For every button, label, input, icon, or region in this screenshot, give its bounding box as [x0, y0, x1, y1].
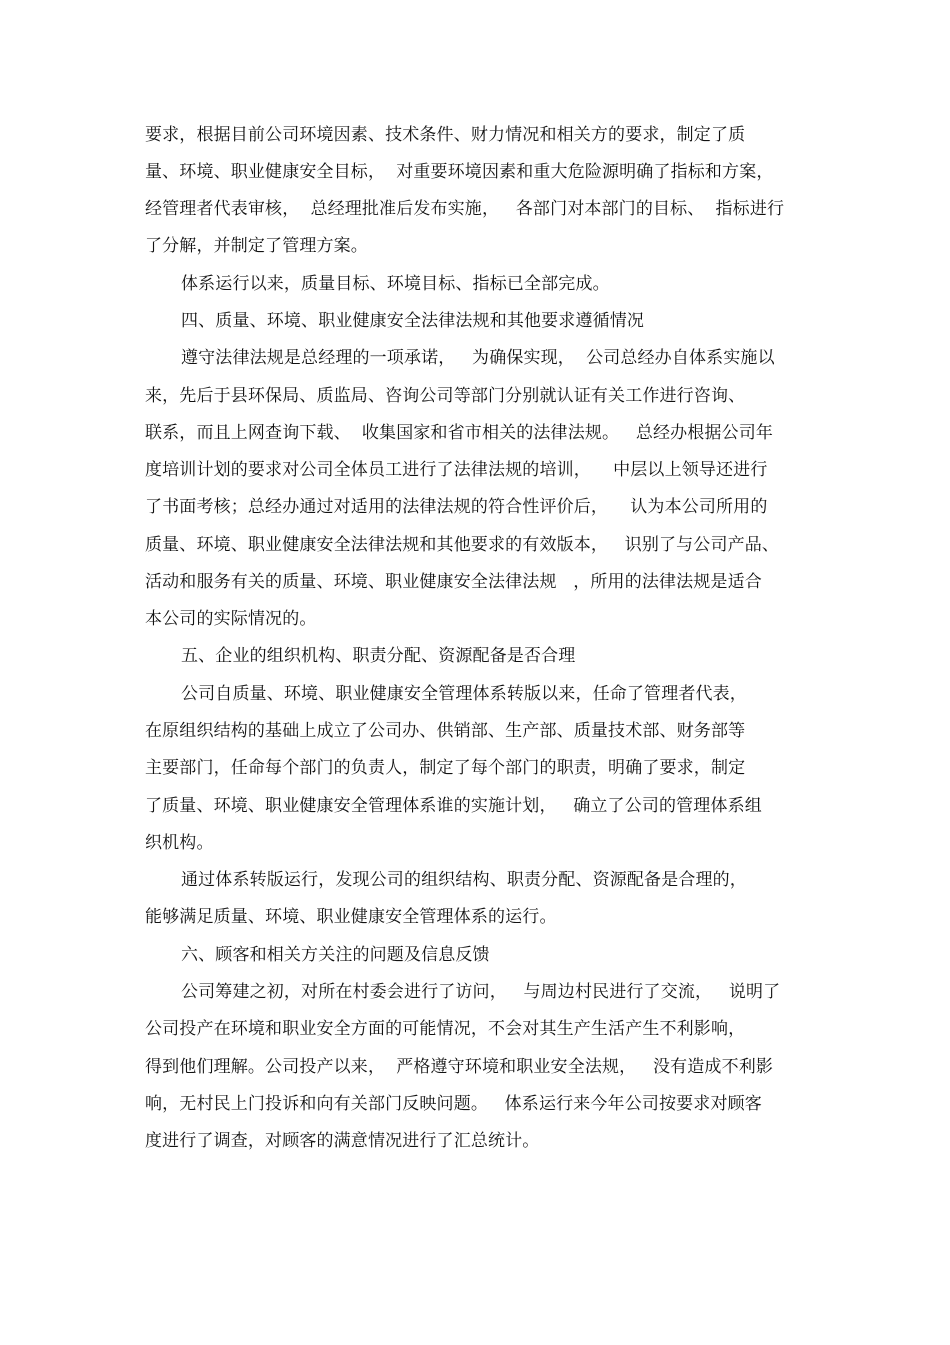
text-line: 织机构。	[145, 833, 214, 853]
section-heading: 五、企业的组织机构、职责分配、资源配备是否合理	[181, 646, 576, 666]
text-line: 度培训计划的要求对公司全体员工进行了法律法规的培训， 中层以上领导还进行	[145, 460, 768, 480]
text-line: 了质量、环境、职业健康安全管理体系谁的实施计划， 确立了公司的管理体系组	[145, 796, 762, 816]
text-line: 活动和服务有关的质量、环境、职业健康安全法律法规 ，所用的法律法规是适合	[145, 572, 762, 592]
text-line: 量、环境、职业健康安全目标， 对重要环境因素和重大危险源明确了指标和方案，	[145, 162, 774, 182]
section-heading: 四、质量、环境、职业健康安全法律法规和其他要求遵循情况	[181, 311, 645, 331]
section-heading: 六、顾客和相关方关注的问题及信息反馈	[181, 945, 490, 965]
text-line: 联系，而且上网查询下载、 收集国家和省市相关的法律法规。 总经办根据公司年	[145, 423, 774, 443]
text-line: 公司自质量、环境、职业健康安全管理体系转版以来，任命了管理者代表，	[181, 684, 747, 704]
text-line: 响，无村民上门投诉和向有关部门反映问题。 体系运行来今年公司按要求对顾客	[145, 1094, 762, 1114]
text-line: 公司筹建之初，对所在村委会进行了访问， 与周边村民进行了交流， 说明了	[181, 982, 781, 1002]
text-line: 得到他们理解。公司投产以来， 严格遵守环境和职业安全法规， 没有造成不利影	[145, 1057, 774, 1077]
text-line: 经管理者代表审核， 总经理批准后发布实施， 各部门对本部门的目标、 指标进行	[145, 199, 785, 219]
text-line: 要求，根据目前公司环境因素、技术条件、财力情况和相关方的要求，制定了质	[145, 125, 746, 145]
text-line: 能够满足质量、环境、职业健康安全管理体系的运行。	[145, 907, 557, 927]
text-line: 遵守法律法规是总经理的一项承诺， 为确保实现， 公司总经办自体系实施以	[181, 348, 775, 368]
text-line: 来，先后于县环保局、质监局、咨询公司等部门分别就认证有关工作进行咨询、	[145, 386, 746, 406]
text-line: 质量、环境、职业健康安全法律法规和其他要求的有效版本， 识别了与公司产品、	[145, 535, 780, 555]
text-line: 体系运行以来，质量目标、环境目标、指标已全部完成。	[181, 274, 610, 294]
text-line: 公司投产在环境和职业安全方面的可能情况，不会对其生产生活产生不利影响，	[145, 1019, 746, 1039]
text-line: 主要部门，任命每个部门的负责人，制定了每个部门的职责，明确了要求，制定	[145, 758, 746, 778]
text-line: 本公司的实际情况的。	[145, 609, 317, 629]
text-line: 度进行了调查，对顾客的满意情况进行了汇总统计。	[145, 1131, 540, 1151]
text-line: 了书面考核；总经办通过对适用的法律法规的符合性评价后， 认为本公司所用的	[145, 497, 768, 517]
text-line: 在原组织结构的基础上成立了公司办、供销部、生产部、质量技术部、财务部等	[145, 721, 746, 741]
text-line: 了分解，并制定了管理方案。	[145, 236, 368, 256]
text-line: 通过体系转版运行，发现公司的组织结构、职责分配、资源配备是合理的，	[181, 870, 747, 890]
